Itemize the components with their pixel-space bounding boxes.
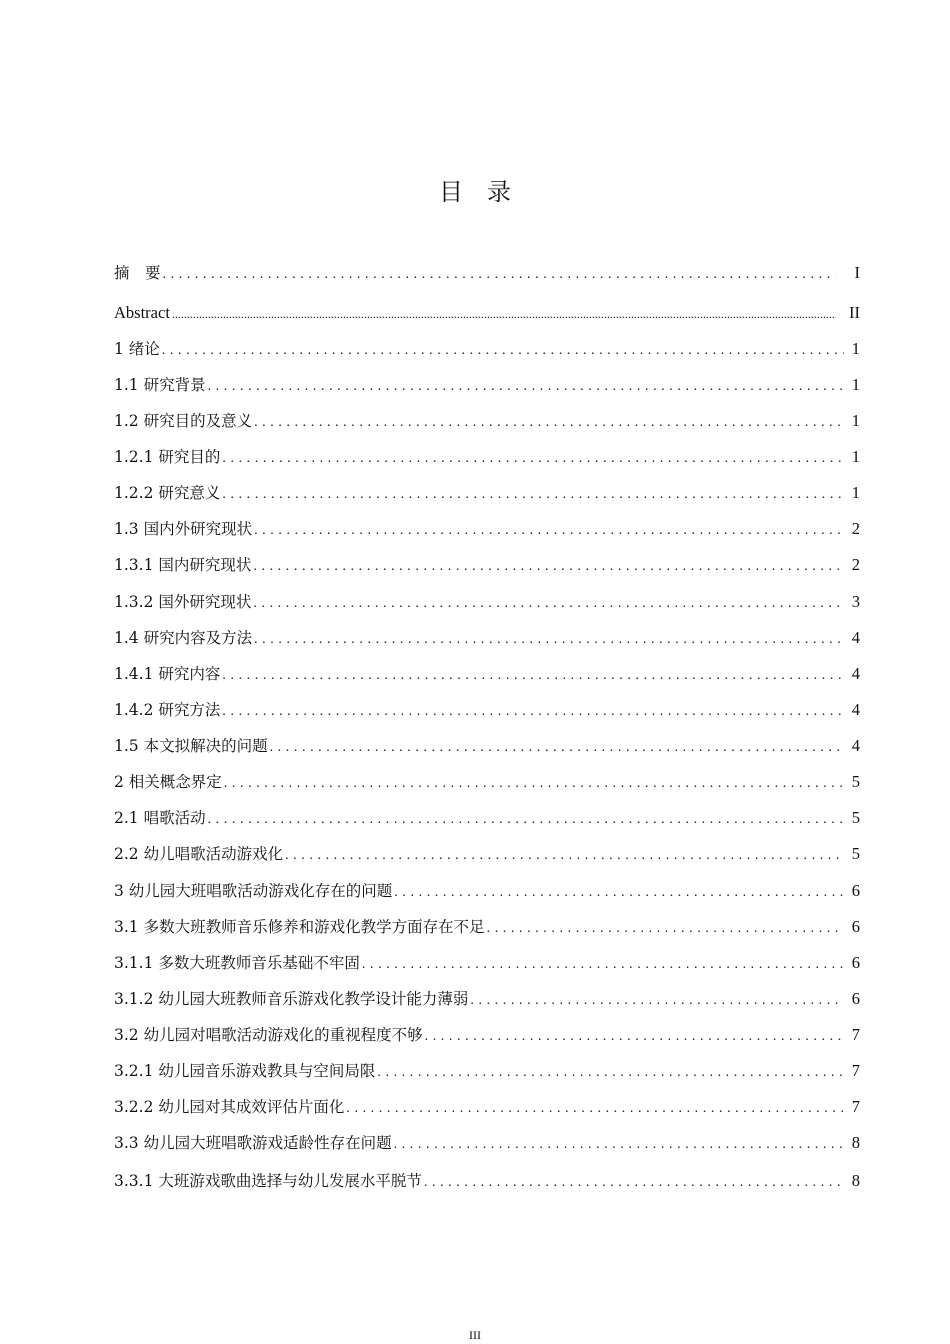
toc-entry[interactable] (114, 843, 860, 867)
toc-leader-dots (222, 701, 844, 723)
toc-leader-dots (224, 773, 844, 795)
toc-entry-label: 3.1 多数大班教师音乐修养和游戏化教学方面存在不足 (114, 918, 485, 936)
toc-entry-page: 7 (851, 1025, 860, 1044)
toc-entry[interactable] (114, 699, 860, 723)
toc-entry-page: 7 (851, 1097, 860, 1116)
toc-leader-dots (424, 1172, 844, 1194)
toc-leader-dots (172, 303, 836, 325)
toc-leader-dots (425, 1026, 844, 1048)
toc-leader-dots (163, 264, 836, 286)
toc-entry-page: 4 (851, 628, 860, 647)
toc-leader-dots (253, 593, 844, 615)
toc-entry-label: 1.2.1 研究目的 (114, 448, 221, 466)
toc-entry-page: 2 (851, 555, 860, 574)
page-title: 目录 (439, 178, 535, 206)
toc-entry-label: 1.2 研究目的及意义 (114, 412, 253, 430)
toc-leader-dots (208, 809, 844, 831)
toc-entry-label: 3.3 幼儿园大班唱歌游戏适龄性存在问题 (114, 1134, 392, 1152)
toc-entry[interactable] (114, 1060, 860, 1084)
toc-entry[interactable] (114, 1132, 860, 1156)
toc-entry-label: 3.1.1 多数大班教师音乐基础不牢固 (114, 954, 360, 972)
toc-leader-dots (285, 845, 844, 867)
toc-entry-label: 1.4.2 研究方法 (114, 701, 221, 719)
toc-leader-dots (254, 412, 844, 434)
toc-entry[interactable] (114, 262, 860, 286)
toc-entry-page: 6 (851, 881, 860, 900)
toc-entry-label: 3.2.1 幼儿园音乐游戏教具与空间局限 (114, 1062, 376, 1080)
toc-entry-page: 2 (851, 519, 860, 538)
toc-entry-page: 1 (851, 483, 860, 502)
toc-leader-dots (346, 1098, 844, 1120)
toc-entry-label: 1 绪论 (114, 340, 160, 358)
toc-leader-dots (253, 556, 844, 578)
toc-entry[interactable] (114, 554, 860, 578)
toc-entry-page: 4 (851, 664, 860, 683)
toc-entry-page: 1 (851, 375, 860, 394)
toc-entry[interactable] (114, 482, 860, 506)
toc-entry-page: 5 (851, 808, 860, 827)
toc-entry-label: 摘 要 (114, 264, 161, 282)
toc-entry-label: 1.3 国内外研究现状 (114, 520, 253, 538)
toc-entry[interactable] (114, 988, 860, 1012)
toc-entry[interactable] (114, 591, 860, 615)
toc-leader-dots (254, 520, 844, 542)
toc-leader-dots (208, 376, 844, 398)
toc-entry-label: 3.2 幼儿园对唱歌活动游戏化的重视程度不够 (114, 1026, 423, 1044)
toc-entry[interactable] (114, 735, 860, 759)
toc-entry[interactable] (114, 771, 860, 795)
toc-entry-label: 2.1 唱歌活动 (114, 809, 206, 827)
page-number: III (469, 1328, 481, 1342)
toc-entry-label: 1.3.1 国内研究现状 (114, 556, 252, 574)
toc-entry-page: 1 (851, 339, 860, 358)
toc-entry-page: 6 (851, 917, 860, 936)
toc-entry-label: 1.2.2 研究意义 (114, 484, 221, 502)
toc-entry-label: 3.3.1 大班游戏歌曲选择与幼儿发展水平脱节 (114, 1172, 422, 1190)
toc-entry-label: Abstract (114, 303, 170, 322)
toc-entry-label: 3.2.2 幼儿园对其成效评估片面化 (114, 1098, 345, 1116)
toc-entry-page: 6 (851, 953, 860, 972)
toc-entry-page: II (849, 303, 860, 322)
toc-entry[interactable] (114, 302, 860, 325)
toc-entry-label: 1.4 研究内容及方法 (114, 629, 253, 647)
toc-leader-dots (162, 340, 844, 362)
toc-leader-dots (470, 990, 844, 1012)
toc-leader-dots (377, 1062, 844, 1084)
toc-leader-dots (394, 1134, 844, 1156)
toc-entry-label: 1.4.1 研究内容 (114, 665, 221, 683)
toc-entry-page: 8 (851, 1171, 860, 1190)
toc-entry[interactable] (114, 410, 860, 434)
toc-leader-dots (487, 918, 844, 940)
toc-entry[interactable] (114, 627, 860, 651)
toc-entry[interactable] (114, 1096, 860, 1120)
toc-entry-page: 4 (851, 736, 860, 755)
toc-entry[interactable] (114, 807, 860, 831)
toc-leader-dots (362, 954, 844, 976)
toc-entry[interactable] (114, 1170, 860, 1194)
toc-leader-dots (254, 629, 844, 651)
toc-entry[interactable] (114, 374, 860, 398)
toc-entry-page: 3 (851, 592, 860, 611)
toc-entry-label: 2.2 幼儿唱歌活动游戏化 (114, 845, 284, 863)
toc-entry[interactable] (114, 518, 860, 542)
toc-entry-label: 3.1.2 幼儿园大班教师音乐游戏化教学设计能力薄弱 (114, 990, 469, 1008)
toc-entry-label: 1.5 本文拟解决的问题 (114, 737, 268, 755)
toc-entry[interactable] (114, 338, 860, 362)
toc-entry-page: 6 (851, 989, 860, 1008)
toc-entry[interactable] (114, 663, 860, 687)
toc-entry-page: 1 (851, 411, 860, 430)
toc-leader-dots (394, 882, 844, 904)
toc-entry[interactable] (114, 916, 860, 940)
toc-entry-page: 7 (851, 1061, 860, 1080)
toc-entry-label: 2 相关概念界定 (114, 773, 222, 791)
toc-entry-page: 5 (851, 844, 860, 863)
toc-entry-page: 5 (851, 772, 860, 791)
toc-entry[interactable] (114, 1024, 860, 1048)
toc-entry-label: 1.1 研究背景 (114, 376, 206, 394)
toc-entry-label: 3 幼儿园大班唱歌活动游戏化存在的问题 (114, 882, 393, 900)
toc-entry-page: 4 (851, 700, 860, 719)
toc-leader-dots (270, 737, 844, 759)
toc-entry-page: 1 (851, 447, 860, 466)
toc-leader-dots (222, 484, 844, 506)
toc-leader-dots (222, 448, 844, 470)
toc-entry-page: 8 (851, 1133, 860, 1152)
toc-entry-page: I (854, 263, 860, 282)
toc-entry[interactable] (114, 952, 860, 976)
toc-entry[interactable] (114, 880, 860, 904)
toc-entry-label: 1.3.2 国外研究现状 (114, 593, 252, 611)
toc-leader-dots (222, 665, 844, 687)
toc-entry[interactable] (114, 446, 860, 470)
